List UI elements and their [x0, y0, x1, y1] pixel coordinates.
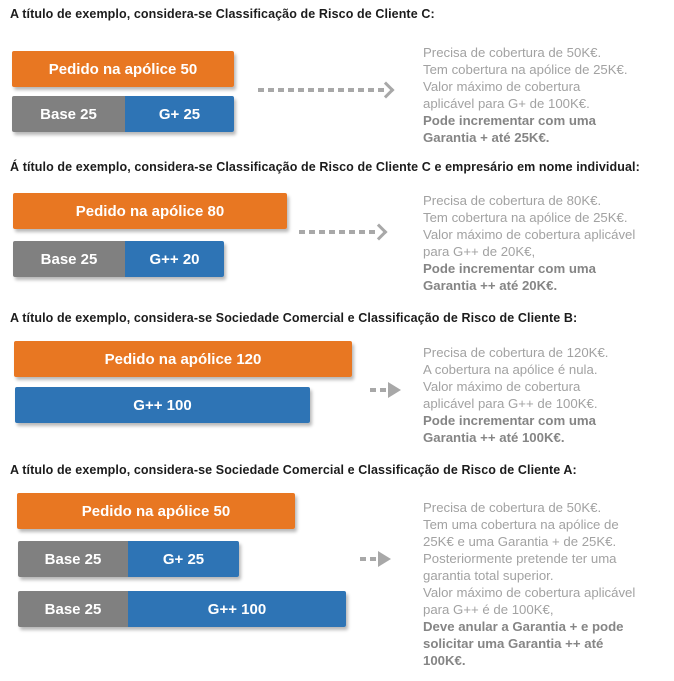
bar-label: Pedido na apólice 120: [104, 350, 262, 368]
note-line: Valor máximo de cobertura: [423, 79, 581, 94]
section-1-notes: [423, 44, 673, 146]
bar-label: G+ 25: [158, 105, 201, 123]
bar-segment-base: [18, 541, 128, 577]
bar-segment-garantia: [15, 387, 310, 423]
section-4-bar-cobertura-atual: [18, 541, 239, 577]
bar-label: Pedido na apólice 50: [81, 502, 231, 520]
section-1-heading: A título de exemplo, considera-se Classificação de Risco de Cliente C:: [10, 7, 435, 21]
note-line: Garantia ++ até 100K€.: [423, 430, 565, 445]
section-4-bar-cobertura-futura: [18, 591, 346, 627]
section-1-bar-cobertura: [12, 96, 234, 132]
section-2-bar-cobertura: [13, 241, 224, 277]
section-4-notes: [423, 499, 673, 669]
arrow-head: [388, 382, 401, 398]
note-line: Pode incrementar com uma: [423, 413, 596, 428]
bar-label: Base 25: [40, 105, 97, 123]
note-line: para G++ é de 100K€,: [423, 602, 554, 617]
bar-segment-pedido: [14, 341, 352, 377]
note-line: A cobertura na apólice é nula.: [423, 362, 598, 377]
section-2-notes: [423, 192, 673, 294]
note-line: Garantia + até 25K€.: [423, 130, 550, 145]
note-line: Pode incrementar com uma: [423, 113, 596, 128]
note-line: garantia total superior.: [423, 568, 554, 583]
section-3-bar-pedido: [14, 341, 352, 377]
arrow-dashes: [299, 230, 377, 234]
section-3-notes: [423, 344, 673, 446]
note-line: Deve anular a Garantia + e pode: [423, 619, 624, 634]
arrow-dashes: [370, 388, 386, 392]
arrow-head: [371, 224, 388, 241]
section-2-bar-pedido: [13, 193, 287, 229]
note-line: aplicável para G+ de 100K€.: [423, 96, 590, 111]
bar-label: G++ 100: [133, 396, 192, 414]
bar-label: G++ 100: [207, 600, 267, 618]
bar-segment-pedido: [17, 493, 295, 529]
note-line: Tem uma cobertura na apólice de: [423, 517, 619, 532]
bar-segment-base: [12, 96, 125, 132]
note-line: Tem cobertura na apólice de 25K€.: [423, 62, 628, 77]
bar-segment-garantia: [125, 96, 234, 132]
dashed-arrow-icon: [360, 551, 391, 567]
bar-segment-base: [18, 591, 128, 627]
note-line: Posteriormente pretende ter uma: [423, 551, 617, 566]
section-3-heading: A título de exemplo, considera-se Sociedade Comercial e Classificação de Risco de Cliente B:: [10, 311, 578, 325]
note-line: 100K€.: [423, 653, 466, 668]
arrow-dashes: [258, 88, 384, 92]
section-3-bar-garantia: [15, 387, 310, 423]
arrow-dashes: [360, 557, 376, 561]
section-1-bar-pedido: [12, 51, 234, 87]
bar-segment-base: [13, 241, 125, 277]
note-line: Precisa de cobertura de 80K€.: [423, 193, 602, 208]
note-line: Precisa de cobertura de 50K€.: [423, 45, 602, 60]
note-line: Precisa de cobertura de 120K€.: [423, 345, 609, 360]
bar-segment-pedido: [12, 51, 234, 87]
bar-segment-pedido: [13, 193, 287, 229]
note-line: Garantia ++ até 20K€.: [423, 278, 558, 293]
dashed-arrow-icon: [299, 224, 385, 240]
note-line: Pode incrementar com uma: [423, 261, 596, 276]
arrow-head: [378, 551, 391, 567]
bar-label: G+ 25: [162, 550, 205, 568]
section-4-heading: A título de exemplo, considera-se Sociedade Comercial e Classificação de Risco de Cliente A:: [10, 463, 577, 477]
note-line: Tem cobertura na apólice de 25K€.: [423, 210, 628, 225]
bar-label: G++ 20: [149, 250, 200, 268]
note-line: Valor máximo de cobertura: [423, 379, 581, 394]
bar-label: Base 25: [44, 600, 102, 618]
dashed-arrow-icon: [258, 82, 392, 98]
note-line: Valor máximo de cobertura aplicável: [423, 227, 636, 242]
note-line: Valor máximo de cobertura aplicável: [423, 585, 636, 600]
bar-segment-garantia: [125, 241, 224, 277]
note-line: 25K€ e uma Garantia + de 25K€.: [423, 534, 617, 549]
section-4-bar-pedido: [17, 493, 295, 529]
note-line: Precisa de cobertura de 50K€.: [423, 500, 602, 515]
arrow-head: [378, 82, 395, 99]
bar-segment-garantia: [128, 591, 346, 627]
bar-label: Pedido na apólice 80: [75, 202, 225, 220]
bar-segment-garantia: [128, 541, 239, 577]
bar-label: Base 25: [44, 550, 102, 568]
note-line: aplicável para G++ de 100K€.: [423, 396, 598, 411]
dashed-arrow-icon: [370, 382, 401, 398]
section-2-heading: Á título de exemplo, considera-se Classificação de Risco de Cliente C e empresário em nome individual:: [10, 160, 640, 174]
note-line: solicitar uma Garantia ++ até: [423, 636, 604, 651]
bar-label: Pedido na apólice 50: [48, 60, 198, 78]
bar-label: Base 25: [40, 250, 98, 268]
note-line: para G++ de 20K€,: [423, 244, 536, 259]
